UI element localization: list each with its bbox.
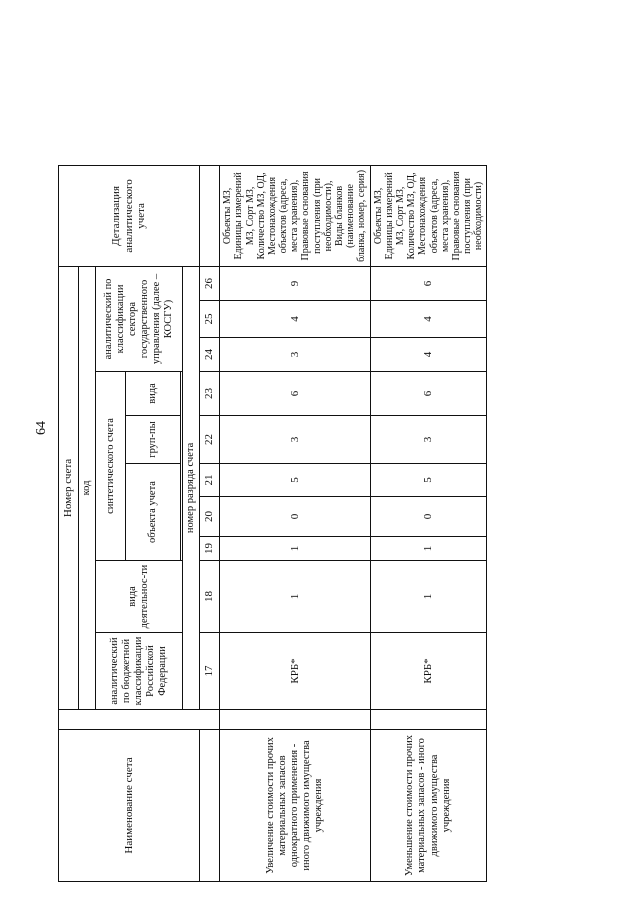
column-number: 24 <box>200 338 220 372</box>
row-value: 6 <box>220 372 370 416</box>
header-budget-class: аналитический по бюджетной классификации Российской Федерации <box>96 633 183 710</box>
page-number: 64 <box>34 421 49 435</box>
column-number: 20 <box>200 497 220 537</box>
row-value: 0 <box>220 497 370 537</box>
row-value: 9 <box>220 266 370 300</box>
header-kosgu: аналитический по классификации сектора государственного управления (далее – КОСГУ) <box>96 266 183 371</box>
table-row <box>220 165 370 881</box>
row-value: 0 <box>370 497 487 537</box>
row-blank <box>370 710 487 730</box>
table-row <box>370 165 487 881</box>
column-number: 21 <box>200 464 220 497</box>
rotated-table-container <box>58 166 485 882</box>
column-number: 18 <box>200 561 220 633</box>
row-value: КРБ* <box>220 633 370 710</box>
row-value: 5 <box>220 464 370 497</box>
header-activity-type: вида деятельнос-ти <box>96 561 183 633</box>
row-value: 1 <box>220 561 370 633</box>
column-number-blank <box>200 165 220 266</box>
column-number: 19 <box>200 537 220 561</box>
header-blank-col <box>59 710 220 730</box>
header-group: груп-пы <box>126 416 181 464</box>
row-value: 4 <box>220 301 370 338</box>
row-value: КРБ* <box>370 633 487 710</box>
row-value: 6 <box>370 266 487 300</box>
row-value: 3 <box>370 416 487 464</box>
row-value: 4 <box>370 301 487 338</box>
row-value: 5 <box>370 464 487 497</box>
column-number: 17 <box>200 633 220 710</box>
header-code: код <box>79 266 96 709</box>
row-name: Увеличение стоимости прочих материальных запасов однократного применения - иного движимого имущества учреждения <box>220 730 370 882</box>
header-account-number: Номер счета <box>59 266 79 709</box>
row-value: 1 <box>370 561 487 633</box>
header-synthetic: синтетического счета <box>96 372 126 561</box>
column-number: 26 <box>200 266 220 300</box>
header-account-object: объекта учета <box>126 464 181 561</box>
row-value: 1 <box>370 537 487 561</box>
row-value: 3 <box>220 338 370 372</box>
header-digits: номер разряда счета <box>183 266 200 709</box>
accounts-table <box>58 165 487 882</box>
row-value: 4 <box>370 338 487 372</box>
row-detail: Объекты МЗ, Единицы измерений МЗ, Сорт МЗ, Количество МЗ, ОД, Местонахождения объектов (адреса, места хранения), Правовые основания поступления (при необходимости), Виды бланков (наименование бланка, номер, серия) <box>220 165 370 266</box>
column-number: 23 <box>200 372 220 416</box>
row-value: 3 <box>220 416 370 464</box>
row-name: Уменьшение стоимости прочих материальных запасов - иного движимого имущества учреждения <box>370 730 487 882</box>
header-detail: Детализация аналитического учета <box>59 165 200 266</box>
row-blank <box>220 710 370 730</box>
header-name: Наименование счета <box>59 730 200 882</box>
column-number <box>200 730 220 882</box>
column-number: 25 <box>200 301 220 338</box>
row-value: 6 <box>370 372 487 416</box>
column-number: 22 <box>200 416 220 464</box>
row-detail: Объекты МЗ, Единицы измерений МЗ, Сорт МЗ, Количество МЗ, ОД, Местонахождения объектов (адреса, места хранения), Правовые основания поступления (при необходимости) <box>370 165 487 266</box>
header-kind: вида <box>126 372 181 416</box>
row-value: 1 <box>220 537 370 561</box>
